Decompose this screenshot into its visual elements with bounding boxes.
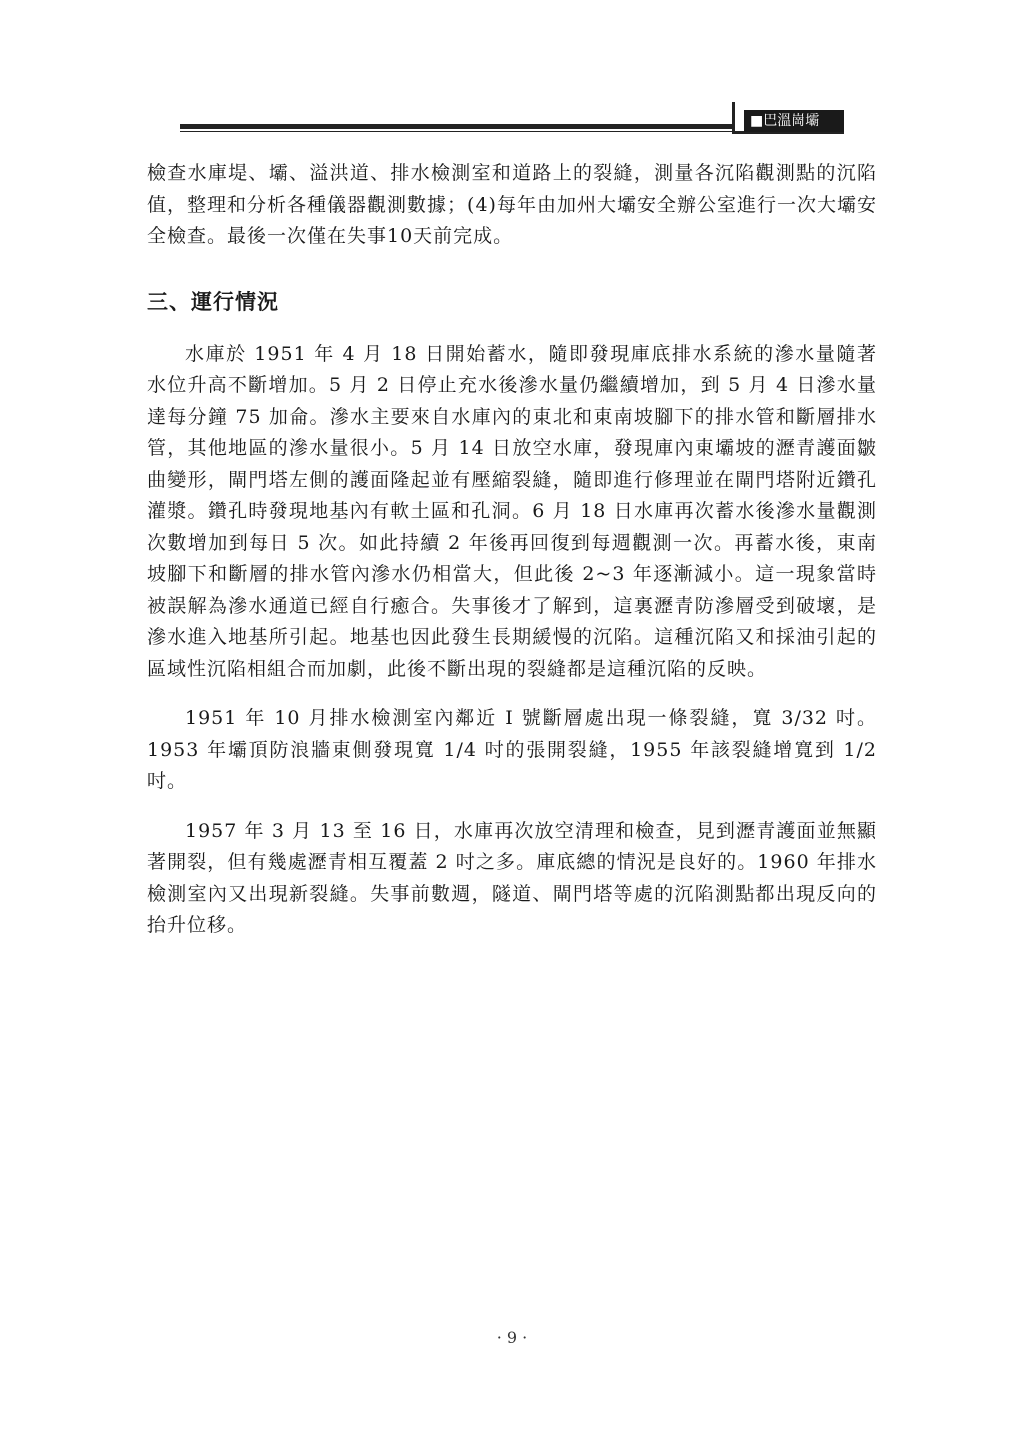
body-paragraph-2: 1951 年 10 月排水檢測室內鄰近 I 號斷層處出現一條裂縫，寬 3/32 吋。1953 年壩頂防浪牆東側發現寬 1/4 吋的張開裂縫，1955 年該裂縫增寬到 1/2 吋。 (147, 707, 877, 792)
body-paragraph-1: 水庫於 1951 年 4 月 18 日開始蓄水，隨即發現庫底排水系統的滲水量隨著水位升高不斷增加。5 月 2 日停止充水後滲水量仍繼續增加，到 5 月 4 日滲水量達每分鐘 75 加侖。滲水主要來自水庫內的東北和東南坡腳下的排水管和斷層排水管，其他地區的滲水量很小。5 月 14 日放空水庫，發現庫內東壩坡的瀝青護面皺曲變形，閘門塔左側的護面隆起並有壓縮裂縫，隨即進行修理並在閘門塔附近鑽孔灌漿。鑽孔時發現地基內有軟土區和孔洞。6 月 18 日水庫再次蓄水後滲水量觀測次數增加到每日 5 次。如此持續 2 年後再回復到每週觀測一次。再蓄水後，東南坡腳下和斷層的排水管內滲水仍相當大，但此後 2~3 年逐漸減小。這一現象當時被誤解為滲水通道已經自行癒合。失事後才了解到，這裏瀝青防滲層受到破壞，是滲水進入地基所引起。地基也因此發生長期緩慢的沉陷。這種沉陷又和採油引起的區域性沉陷相組合而加劇，此後不斷出現的裂縫都是這種沉陷的反映。 (147, 342, 877, 680)
section-heading: 三、運行情況 (147, 289, 279, 314)
header-rule-thin (180, 131, 732, 132)
paragraph-gap (147, 798, 877, 816)
intro-paragraph: 檢查水庫堤、壩、溢洪道、排水檢測室和道路上的裂縫，測量各沉陷觀測點的沉陷值，整理和分析各種儀器觀測數據；(4)每年由加州大壩安全辦公室進行一次大壩安全檢查。最後一次僅在失事10天前完成。 (147, 162, 877, 247)
page-body (147, 158, 877, 942)
paragraph-gap (147, 685, 877, 703)
body-paragraph-3: 1957 年 3 月 13 至 16 日，水庫再次放空清理和檢查，見到瀝青護面並無顯著開裂，但有幾處瀝青相互覆蓋 2 吋之多。庫底總的情況是良好的。1960 年排水檢測室內又出現新裂縫。失事前數週，隧道、閘門塔等處的沉陷測點都出現反向的抬升位移。 (147, 819, 877, 936)
page-number: · 9 · (496, 1328, 528, 1347)
running-header-title: ■巴溫崗壩 (744, 110, 844, 132)
header-rule (180, 124, 732, 129)
